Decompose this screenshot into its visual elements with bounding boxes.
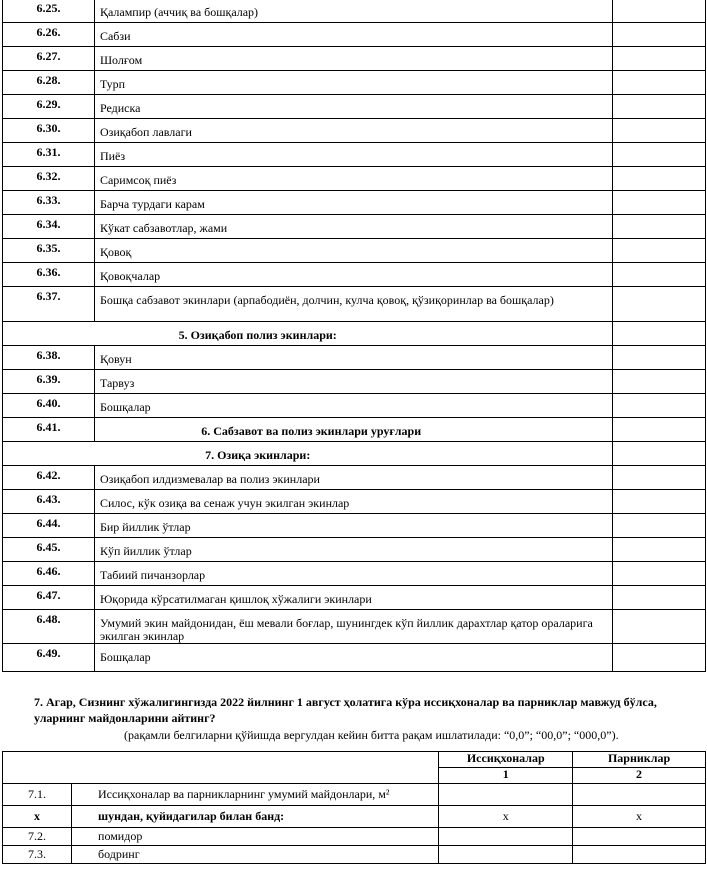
crop-name: Қовоқ (94, 239, 612, 263)
table-row (3, 806, 706, 828)
crop-name: Силос, кўк озиқа ва сенаж учун экилган экинлар (94, 490, 612, 514)
value-cell[interactable] (613, 370, 706, 394)
question-7-note: (рақамли белгиларни қўйишда вергулдан кейин битта рақам ишлатилади: “0,0”; “00,0”; “000,0”). (124, 728, 619, 742)
section-header: 7. Озиқа экинлари: (3, 442, 613, 466)
row-number: 6.25. (3, 0, 95, 23)
table-row (3, 71, 706, 95)
row-number: 7.3. (3, 846, 72, 864)
crop-name: Саримсоқ пиёз (94, 167, 612, 191)
row-number: 6.48. (3, 610, 95, 644)
crop-name: Сабзи (94, 23, 612, 47)
value-cell[interactable] (613, 239, 706, 263)
row-number: 6.36. (3, 263, 95, 287)
table-row (3, 490, 706, 514)
row-number: 6.46. (3, 562, 95, 586)
crop-name: Озиқабоп илдизмевалар ва полиз экинлари (94, 466, 612, 490)
value-hotbeds[interactable] (573, 846, 706, 864)
row-number: 6.27. (3, 47, 95, 71)
value-greenhouses[interactable] (439, 828, 573, 846)
table-row (3, 644, 706, 672)
crop-name: Қовоқчалар (94, 263, 612, 287)
row-number: 6.33. (3, 191, 95, 215)
crop-name: Озиқабоп лавлаги (94, 119, 612, 143)
crop-name: Тарвуз (94, 370, 612, 394)
crop-name: Турп (94, 71, 612, 95)
value-greenhouses[interactable]: x (439, 806, 573, 828)
row-number: 6.30. (3, 119, 95, 143)
table-row (3, 514, 706, 538)
value-hotbeds[interactable] (573, 828, 706, 846)
value-cell[interactable] (613, 287, 706, 322)
row-number: x (3, 806, 72, 828)
row-number: 6.42. (3, 466, 95, 490)
value-cell[interactable] (613, 322, 706, 346)
value-cell[interactable] (613, 442, 706, 466)
value-greenhouses[interactable] (439, 846, 573, 864)
crop-name: Юқорида кўрсатилмаган қишлоқ хўжалиги экинлари (94, 586, 612, 610)
table-row (3, 418, 706, 442)
value-cell[interactable] (613, 143, 706, 167)
crop-name: Қовун (94, 346, 612, 370)
table-row (3, 346, 706, 370)
row-number: 6.39. (3, 370, 95, 394)
header-hotbeds: Парниклар (573, 752, 706, 768)
table-row (3, 586, 706, 610)
table-row (3, 784, 706, 806)
table-header-row (3, 752, 706, 768)
value-cell[interactable] (613, 191, 706, 215)
table-row (3, 394, 706, 418)
value-cell[interactable] (613, 562, 706, 586)
row-label: Иссиқхоналар ва парникларнинг умумий майдонлари, м² (72, 784, 439, 806)
row-number: 6.43. (3, 490, 95, 514)
table-row (3, 322, 706, 346)
section-header: 5. Озиқабоп полиз экинлари: (3, 322, 613, 346)
table-row (3, 119, 706, 143)
crop-name: Барча турдаги карам (94, 191, 612, 215)
row-number: 6.49. (3, 644, 95, 672)
table-row (3, 167, 706, 191)
value-cell[interactable] (613, 119, 706, 143)
crops-table (2, 0, 706, 672)
value-cell[interactable] (613, 0, 706, 23)
row-number: 7.2. (3, 828, 72, 846)
crop-name: Редиска (94, 95, 612, 119)
row-number: 7.1. (3, 784, 72, 806)
row-number: 6.26. (3, 23, 95, 47)
table-row (3, 95, 706, 119)
row-label: помидор (72, 828, 439, 846)
crop-name: Табиий пичанзорлар (94, 562, 612, 586)
value-cell[interactable] (613, 263, 706, 287)
crop-name: Қалампир (аччиқ ва бошқалар) (94, 0, 612, 23)
table-row (3, 846, 706, 864)
table-row (3, 239, 706, 263)
row-number: 6.34. (3, 215, 95, 239)
table-row (3, 215, 706, 239)
question-7-title: 7. Агар, Сизнинг хўжалигингизда 2022 йилнинг 1 август ҳолатига кўра иссиқхоналар ва парниклар мавжуд бўлса, уларнинг майдонларини айтинг? (34, 695, 657, 725)
table-row (3, 287, 706, 322)
value-cell[interactable] (613, 167, 706, 191)
header-greenhouses: Иссиқхоналар (439, 752, 573, 768)
colnum-2: 2 (573, 768, 706, 784)
value-cell[interactable] (613, 586, 706, 610)
value-cell[interactable] (613, 466, 706, 490)
row-label: шундан, қуйидагилар билан банд: (72, 806, 439, 828)
row-number: 6.37. (3, 287, 95, 322)
row-number: 6.40. (3, 394, 95, 418)
crop-name: Бошқа сабзавот экинлари (арпабодиён, долчин, кулча қовоқ, қўзиқоринлар ва бошқалар) (94, 287, 612, 322)
row-number: 6.32. (3, 167, 95, 191)
row-label: бодринг (72, 846, 439, 864)
value-cell[interactable] (613, 47, 706, 71)
value-cell[interactable] (613, 346, 706, 370)
table-row (3, 0, 706, 23)
table-row (3, 370, 706, 394)
value-cell[interactable] (613, 71, 706, 95)
crop-name: Шолғом (94, 47, 612, 71)
table-row (3, 47, 706, 71)
value-cell[interactable] (613, 23, 706, 47)
value-hotbeds[interactable]: x (573, 806, 706, 828)
value-hotbeds[interactable] (573, 784, 706, 806)
table-row (3, 442, 706, 466)
value-cell[interactable] (613, 538, 706, 562)
crop-name: Кўп йиллик ўтлар (94, 538, 612, 562)
header-empty (3, 752, 439, 784)
table-row (3, 828, 706, 846)
crop-name: Кўкат сабзавотлар, жами (94, 215, 612, 239)
row-number: 6.35. (3, 239, 95, 263)
row-number: 6.44. (3, 514, 95, 538)
row-number: 6.47. (3, 586, 95, 610)
greenhouse-table (2, 751, 706, 864)
row-number: 6.28. (3, 71, 95, 95)
value-cell[interactable] (613, 490, 706, 514)
row-number: 6.31. (3, 143, 95, 167)
table-row (3, 562, 706, 586)
crop-name: Умумий экин майдонидан, ёш мевали боғлар, шунингдек кўп йиллик дарахтлар қатор ораларига экилган экинлар (94, 610, 612, 644)
section-header: 6. Сабзавот ва полиз экинлари уруғлари (94, 418, 612, 442)
colnum-1: 1 (439, 768, 573, 784)
crop-name: Бошқалар (94, 394, 612, 418)
value-cell[interactable] (613, 394, 706, 418)
value-cell[interactable] (613, 514, 706, 538)
row-number: 6.38. (3, 346, 95, 370)
table-row (3, 143, 706, 167)
row-number: 6.41. (3, 418, 95, 442)
row-number: 6.29. (3, 95, 95, 119)
row-number: 6.45. (3, 538, 95, 562)
value-cell[interactable] (613, 215, 706, 239)
table-row (3, 466, 706, 490)
crop-name: Бир йиллик ўтлар (94, 514, 612, 538)
table-row (3, 538, 706, 562)
value-cell[interactable] (613, 644, 706, 672)
table-row (3, 610, 706, 644)
table-row (3, 263, 706, 287)
value-greenhouses[interactable] (439, 784, 573, 806)
crop-name: Бошқалар (94, 644, 612, 672)
value-cell[interactable] (613, 418, 706, 442)
table-row (3, 191, 706, 215)
crop-name: Пиёз (94, 143, 612, 167)
table-row (3, 23, 706, 47)
value-cell[interactable] (613, 95, 706, 119)
value-cell[interactable] (613, 610, 706, 644)
